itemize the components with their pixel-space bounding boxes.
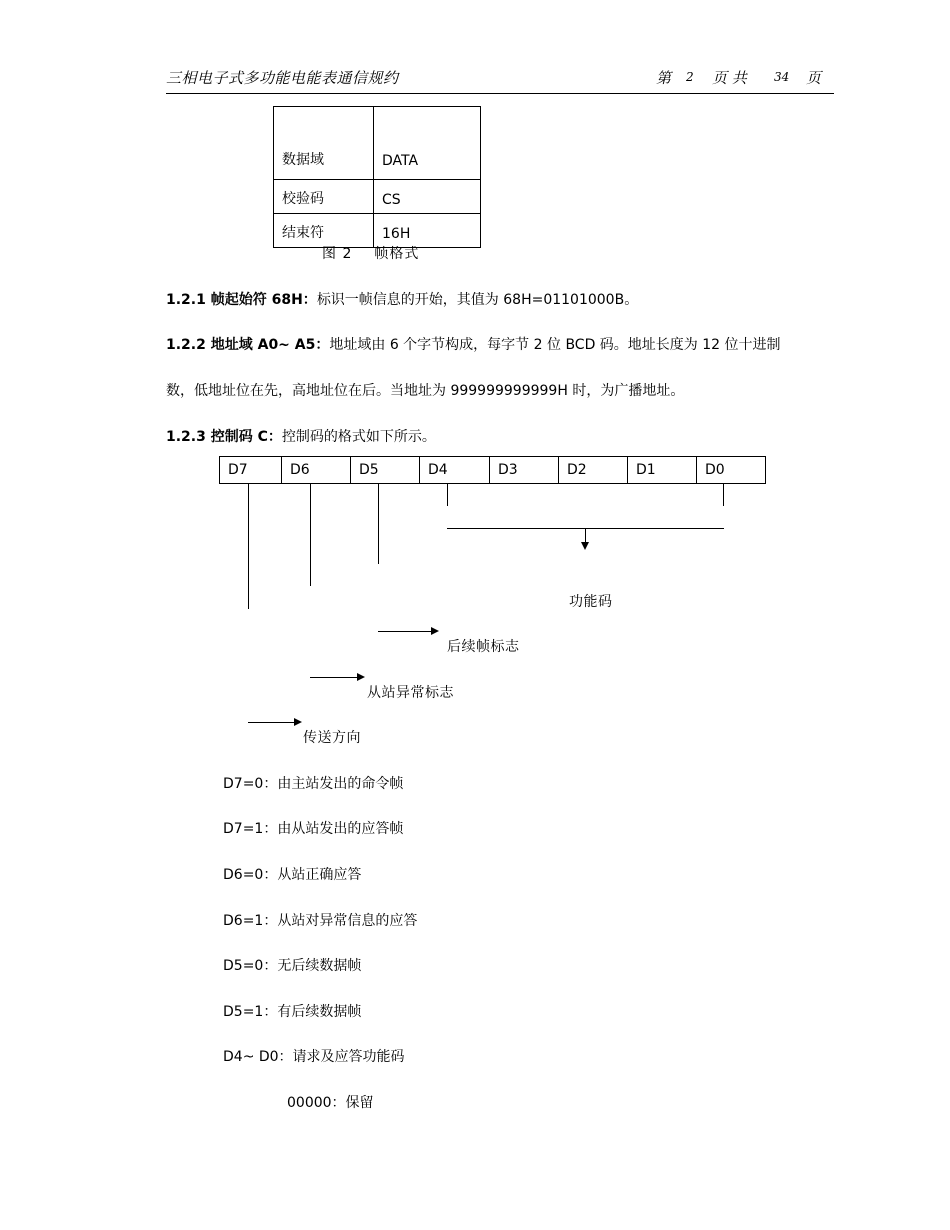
page-mid: 页 共 — [712, 69, 747, 87]
slave-error-arrow-line — [310, 677, 358, 678]
figure-number: 图 2 — [322, 246, 353, 262]
bit-d2: D2 — [559, 457, 628, 484]
definition-item: D7=0：由主站发出的命令帧 — [223, 776, 404, 792]
page-prefix: 第 — [656, 69, 672, 87]
bit-d6: D6 — [282, 457, 351, 484]
label-slave-error-flag: 从站异常标志 — [367, 685, 454, 701]
d7-line — [248, 484, 249, 609]
definition-item: D5=1：有后续数据帧 — [223, 1004, 362, 1020]
section-heading: 1.2.2 地址域 A0~ A5： — [166, 337, 330, 353]
frame-format-table — [273, 106, 481, 248]
figure-title: 帧格式 — [374, 246, 420, 262]
sub-definition-item: 00000：保留 — [287, 1095, 374, 1111]
definition-item: D4~ D0：请求及应答功能码 — [223, 1049, 405, 1065]
table-row — [220, 457, 766, 484]
header-rule — [166, 93, 834, 94]
table-cell: CS — [374, 180, 481, 214]
d5-line — [378, 484, 379, 564]
table-cell: DATA — [374, 107, 481, 180]
function-code-stem — [585, 528, 586, 542]
table-cell: 16H — [374, 214, 481, 248]
down-arrow-icon — [581, 542, 589, 550]
control-code-bits — [219, 456, 766, 484]
section-text: 标识一帧信息的开始，其值为 68H=01101000B。 — [316, 292, 639, 308]
label-direction: 传送方向 — [303, 730, 361, 746]
section-1-2-2 — [166, 334, 781, 354]
definition-item: D7=1：由从站发出的应答帧 — [223, 821, 404, 837]
bit-d0: D0 — [697, 457, 766, 484]
right-arrow-icon — [431, 627, 439, 635]
bit-d7: D7 — [220, 457, 282, 484]
direction-arrow-line — [248, 722, 295, 723]
section-text: 控制码的格式如下所示。 — [281, 429, 436, 445]
document-header-title: 三相电子式多功能电能表通信规约 — [166, 69, 399, 87]
bit-d1: D1 — [628, 457, 697, 484]
table-row — [274, 180, 481, 214]
d6-line — [310, 484, 311, 586]
label-follow-flag: 后续帧标志 — [447, 639, 520, 655]
table-cell: 结束符 — [274, 214, 374, 248]
section-1-2-3 — [166, 426, 436, 446]
label-function-code: 功能码 — [569, 594, 613, 610]
figure-caption — [322, 243, 419, 263]
d0-line — [723, 484, 724, 506]
right-arrow-icon — [357, 673, 365, 681]
page-suffix: 页 — [806, 69, 822, 87]
definition-item: D6=0：从站正确应答 — [223, 867, 362, 883]
section-heading: 1.2.3 控制码 C： — [166, 429, 282, 445]
follow-flag-arrow-line — [378, 631, 432, 632]
bit-d3: D3 — [490, 457, 559, 484]
page-total: 34 — [774, 70, 790, 84]
table-row — [274, 107, 481, 180]
right-arrow-icon — [294, 718, 302, 726]
section-text: 地址域由 6 个字节构成，每字节 2 位 BCD 码。地址长度为 12 位十进制 — [329, 337, 781, 353]
page-number: 2 — [686, 70, 694, 84]
section-1-2-2-cont: 数，低地址位在先，高地址位在后。当地址为 999999999999H 时，为广播地址。 — [166, 383, 685, 399]
table-cell: 校验码 — [274, 180, 374, 214]
definition-item: D6=1：从站对异常信息的应答 — [223, 913, 418, 929]
bit-d5: D5 — [351, 457, 420, 484]
d4-line — [447, 484, 448, 506]
table-cell: 数据域 — [274, 107, 374, 180]
section-1-2-1 — [166, 289, 638, 309]
bit-d4: D4 — [420, 457, 490, 484]
definition-item: D5=0：无后续数据帧 — [223, 958, 362, 974]
section-heading: 1.2.1 帧起始符 68H： — [166, 292, 317, 308]
